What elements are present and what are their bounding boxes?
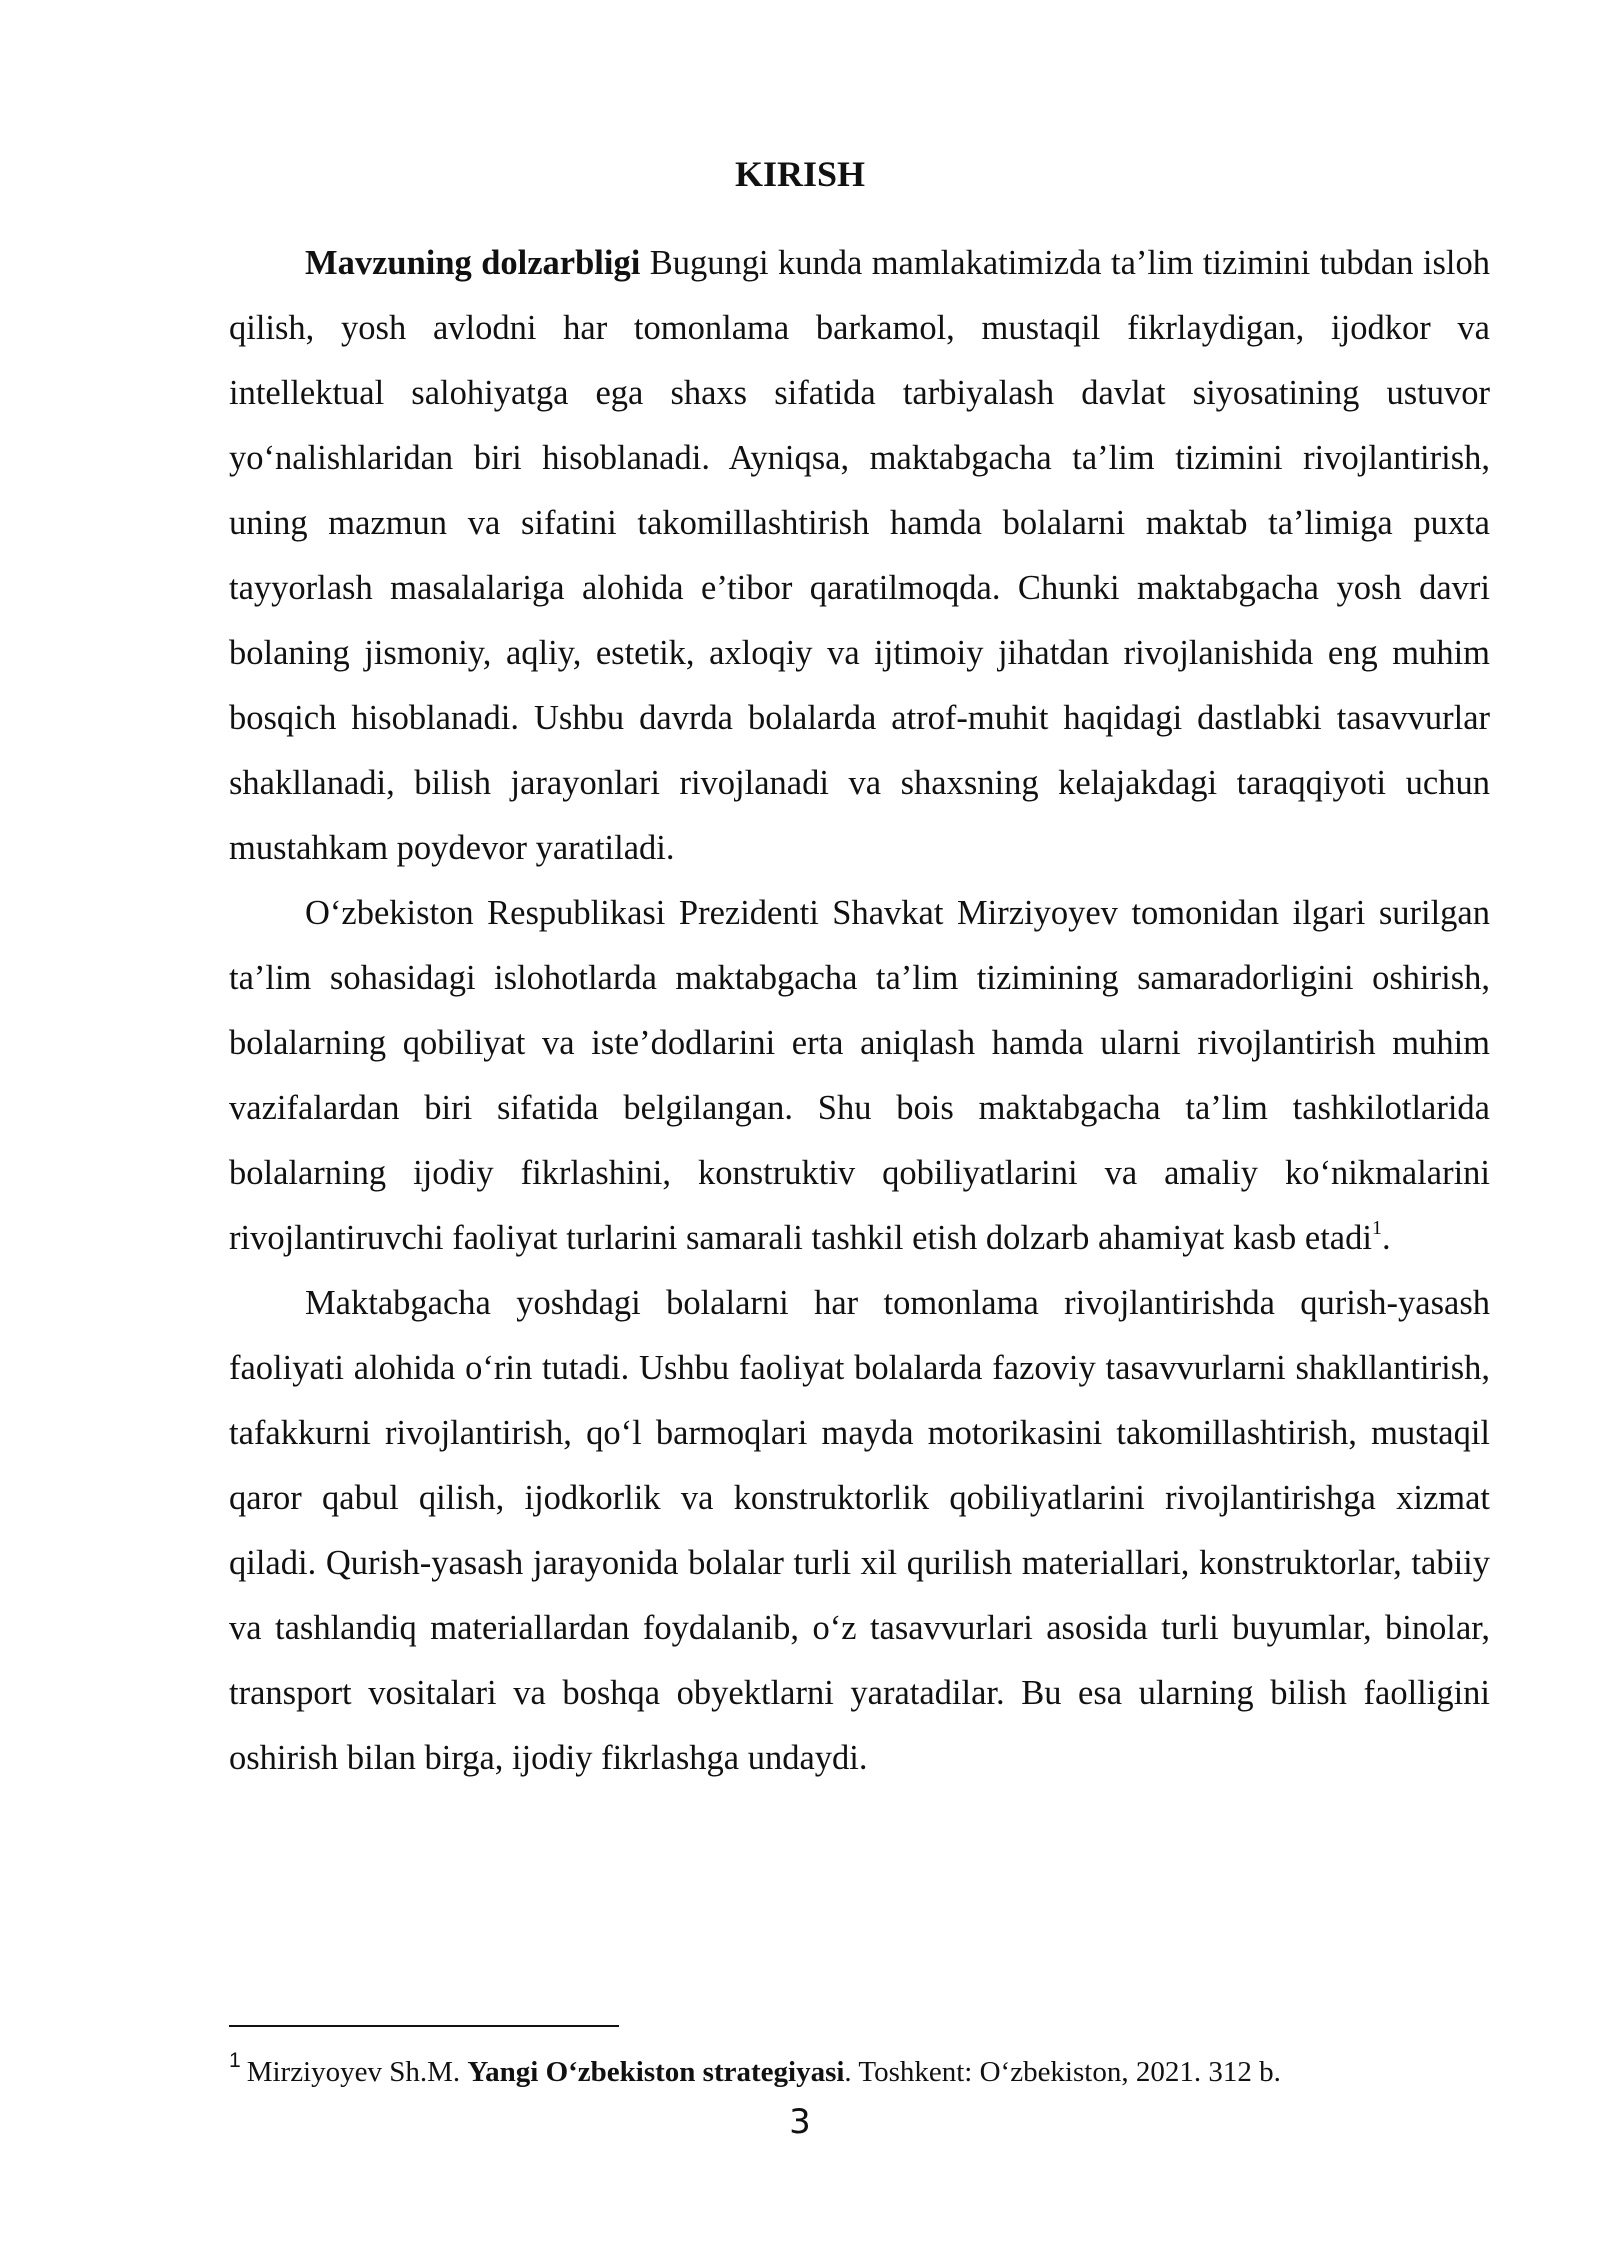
paragraph-1: [229, 231, 1490, 881]
footnote-title: Yangi O‘zbekiston strategiyasi: [467, 2056, 845, 2088]
footnote-rest: . Toshkent: O‘zbekiston, 2021. 312 b.: [844, 2056, 1281, 2088]
footnote-reference[interactable]: 1: [1371, 1216, 1382, 1239]
section-heading: KIRISH: [734, 154, 866, 194]
paragraph-lead: Mavzuning dolzarbligi: [305, 244, 641, 282]
paragraph-2: [229, 881, 1490, 1271]
paragraph-text: Maktabgacha yoshdagi bolalarni har tomonlama rivojlantirishda qurish-yasash faoliyati alohida o‘rin tutadi. Ushbu faoliyat bolalarda fazoviy tasavvurlarni shakllantirish, tafakkurni rivojlantirish, qo‘l barmoqlari mayda motorikasini takomillashtirish, mustaqil qaror qabul qilish, ijodkorlik va konstruktorlik qobiliyatlarini rivojlantirishga xizmat qiladi. Qurish-yasash jarayonida bolalar turli xil qurilish materiallari, konstruktorlar, tabiiy va tashlandiq materiallardan foydalanib, o‘z tasavvurlari asosida turli buyumlar, binolar, transport vositalari va boshqa obyektlarni yaratadilar. Bu esa ularning bilish faolligini oshirish bilan birga, ijodiy fikrlashga undaydi.: [229, 1284, 1490, 1777]
footnote-author: Mirziyoyev Sh.M.: [246, 2056, 461, 2088]
paragraph-text: Bugungi kunda mamlakatimizda ta’lim tizimini tubdan isloh qilish, yosh avlodni har tomonlama barkamol, mustaqil fikrlaydigan, ijodkor va intellektual salohiyatga ega shaxs sifatida tarbiyalash davlat siyosatining ustuvor yo‘nalishlaridan biri hisoblanadi. Ayniqsa, maktabgacha ta’lim tizimini rivojlantirish, uning mazmun va sifatini takomillashtirish hamda bolalarni maktab ta’limiga puxta tayyorlash masalalariga alohida e’tibor qaratilmoqda. Chunki maktabgacha yosh davri bolaning jismoniy, aqliy, estetik, axloqiy va ijtimoiy jihatdan rivojlanishida eng muhim bosqich hisoblanadi. Ushbu davrda bolalarda atrof-muhit haqidagi dastlabki tasavvurlar shakllanadi, bilish jarayonlari rivojlanadi va shaxsning kelajakdagi taraqqiyoti uchun mustahkam poydevor yaratiladi.: [229, 244, 1490, 867]
paragraph-tail: .: [1381, 1219, 1391, 1257]
body-text: [229, 231, 1490, 1791]
paragraph-text: O‘zbekiston Respublikasi Prezidenti Shavkat Mirziyoyev tomonidan ilgari surilgan ta’lim sohasidagi islohotlarda maktabgacha ta’lim tizimining samaradorligini oshirish, bolalarning qobiliyat va iste’dodlarini erta aniqlash hamda ularni rivojlantirish muhim vazifalardan biri sifatida belgilangan. Shu bois maktabgacha ta’lim tashkilotlarida bolalarning ijodiy fikrlashini, konstruktiv qobiliyatlarini va amaliy ko‘nikmalarini rivojlantiruvchi faoliyat turlarini samarali tashkil etish dolzarb ahamiyat kasb etadi: [229, 894, 1490, 1257]
footnote-separator: [229, 2025, 619, 2027]
paragraph-3: [229, 1271, 1490, 1791]
page-number: 3: [789, 2102, 811, 2142]
footnote: [229, 2049, 1529, 2095]
footnote-mark: 1: [229, 2049, 241, 2072]
